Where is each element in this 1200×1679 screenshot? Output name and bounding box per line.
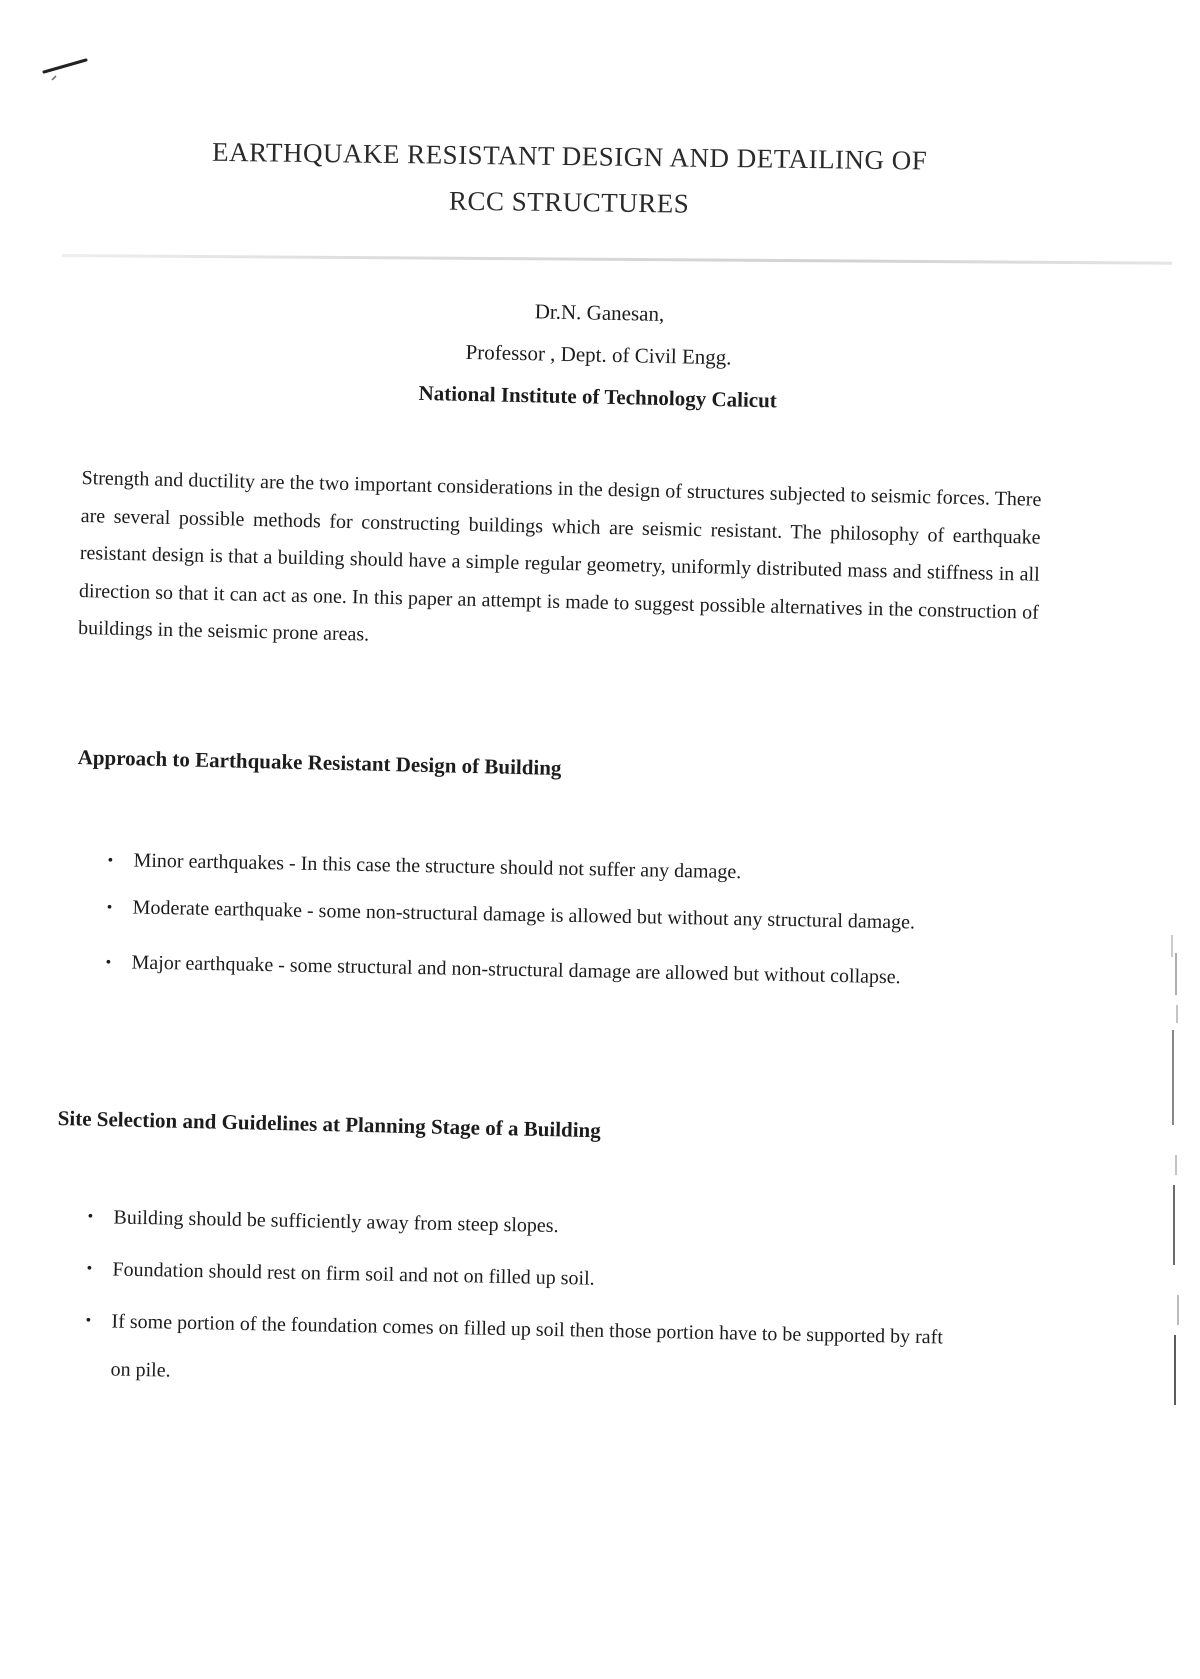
author-name: Dr.N. Ganesan, (534, 299, 665, 327)
author-block (327, 286, 870, 423)
site-selection-bullet-list (84, 1193, 968, 1414)
abstract-paragraph: Strength and ductility are the two important considerations in the design of structures subjected to seismic forces. There are several possible methods for constructing buildings which are seismic resistant. The philosophy of earthquake resistant design is that a building should have a simple regular geometry, uniformly distributed mass and stiffness in all direction so that it can act as one. In this paper an attempt is made to suggest possible alternatives in the construction of buildings in the seismic prone areas. (77, 466, 1042, 646)
bullet-icon: • (106, 898, 113, 917)
bullet-text: Moderate earthquake - some non-structural damage is allowed but without any structural damage. (132, 896, 916, 934)
bullet-text: Major earthquake - some structural and non-structural damage are allowed but without collapse. (131, 951, 901, 989)
section-heading-site-selection: Site Selection and Guidelines at Planning Stage of a Building (57, 1106, 602, 1143)
page-title (149, 128, 990, 230)
title-divider (62, 254, 1172, 265)
bullet-icon: • (87, 1207, 94, 1226)
bullet-text: Minor earthquakes - In this case the structure should not suffer any damage. (133, 849, 742, 884)
bullet-text: If some portion of the foundation comes on filled up soil then those portion have to be supported by raft on pile. (110, 1310, 944, 1382)
bullet-icon: • (105, 953, 112, 972)
bullet-text: Building should be sufficiently away from steep slopes. (113, 1206, 559, 1238)
approach-bullet-list (105, 838, 988, 1002)
scan-margin-marks (1158, 935, 1188, 1405)
bullet-icon: • (107, 851, 114, 870)
list-item (105, 940, 986, 1002)
title-line-2: RCC STRUCTURES (448, 185, 690, 219)
list-item (84, 1297, 966, 1410)
title-line-1: EARTHQUAKE RESISTANT DESIGN AND DETAILING OF (211, 136, 928, 176)
bullet-icon: • (85, 1311, 92, 1330)
pen-mark (42, 58, 90, 84)
author-position: Professor , Dept. of Civil Engg. (465, 339, 732, 370)
bullet-text: Foundation should rest on firm soil and not on filled up soil. (112, 1258, 595, 1290)
bullet-icon: • (86, 1259, 93, 1278)
section-heading-approach: Approach to Earthquake Resistant Design of Building (77, 745, 562, 780)
author-affiliation: National Institute of Technology Calicut (418, 380, 778, 413)
